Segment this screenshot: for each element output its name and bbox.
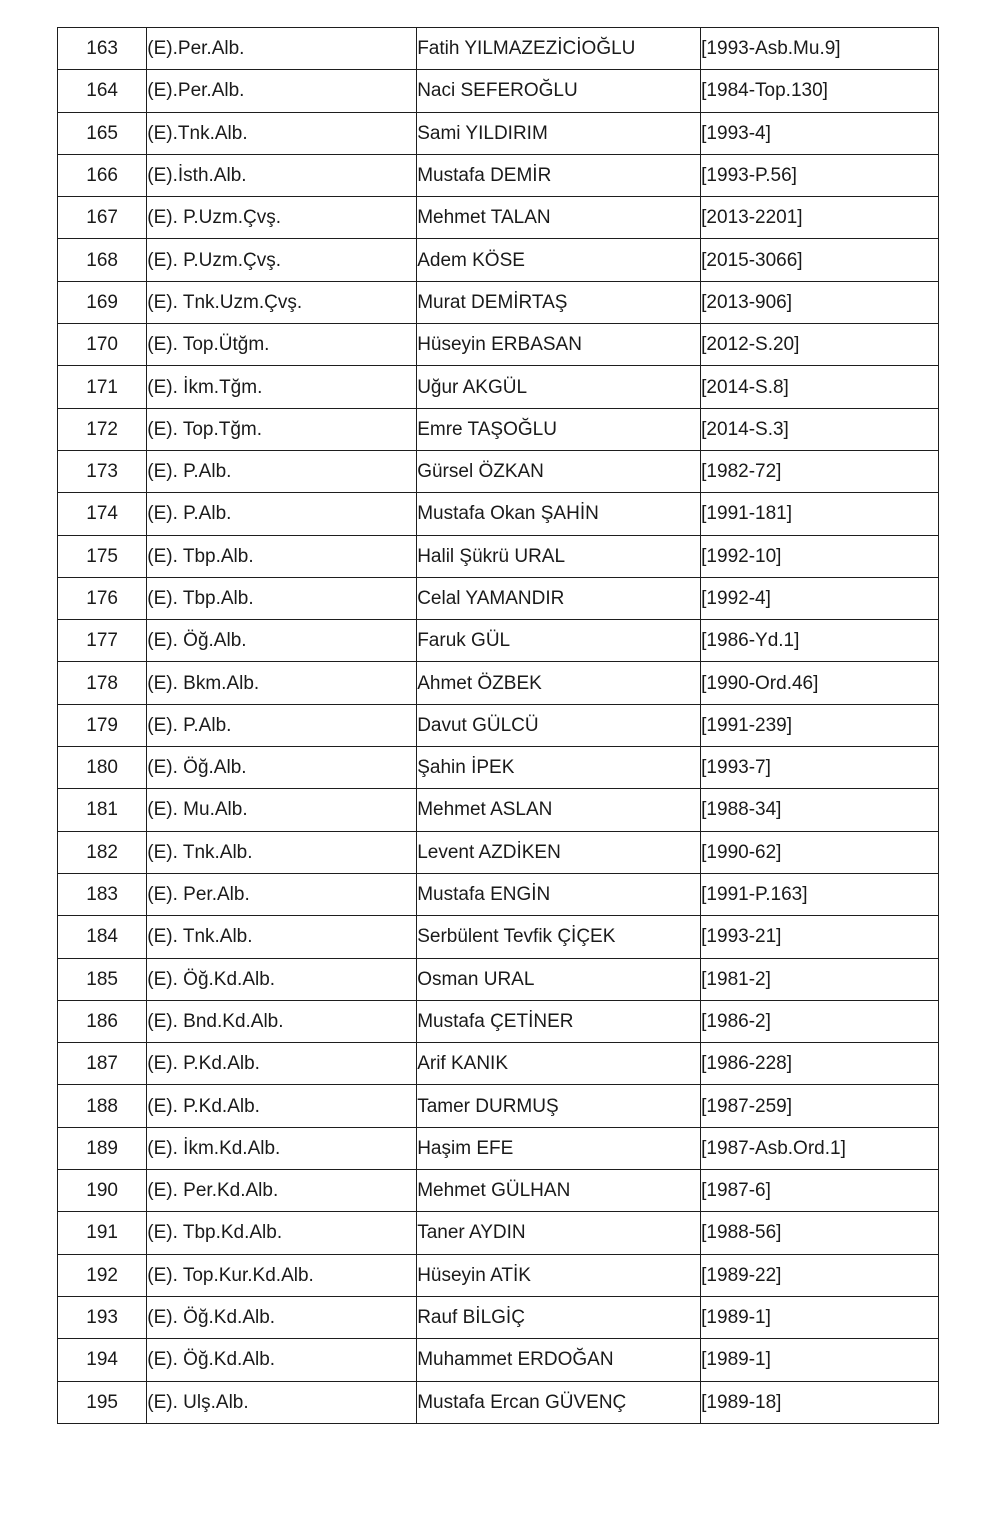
row-number-cell: 183	[58, 873, 147, 915]
registry-code-cell: [2015-3066]	[701, 239, 939, 281]
rank-cell: (E). İkm.Tğm.	[147, 366, 417, 408]
rank-cell: (E). Top.Tğm.	[147, 408, 417, 450]
table-row	[58, 239, 939, 281]
table-row	[58, 577, 939, 619]
table-row	[58, 324, 939, 366]
table-row	[58, 197, 939, 239]
registry-code-cell: [1988-34]	[701, 789, 939, 831]
name-cell: Naci SEFEROĞLU	[417, 70, 701, 112]
rank-cell: (E). Ulş.Alb.	[147, 1381, 417, 1423]
registry-code-cell: [1989-1]	[701, 1296, 939, 1338]
row-number-cell: 168	[58, 239, 147, 281]
row-number-cell: 186	[58, 1000, 147, 1042]
rank-cell: (E). Tnk.Alb.	[147, 916, 417, 958]
table-row	[58, 1085, 939, 1127]
table-row	[58, 620, 939, 662]
registry-code-cell: [1989-18]	[701, 1381, 939, 1423]
registry-code-cell: [1987-6]	[701, 1170, 939, 1212]
rank-cell: (E). P.Uzm.Çvş.	[147, 197, 417, 239]
document-page	[57, 27, 939, 1424]
rank-cell: (E).Tnk.Alb.	[147, 112, 417, 154]
table-row	[58, 958, 939, 1000]
row-number-cell: 169	[58, 281, 147, 323]
name-cell: Murat DEMİRTAŞ	[417, 281, 701, 323]
row-number-cell: 184	[58, 916, 147, 958]
rank-cell: (E). Öğ.Kd.Alb.	[147, 958, 417, 1000]
rank-cell: (E). İkm.Kd.Alb.	[147, 1127, 417, 1169]
row-number-cell: 179	[58, 704, 147, 746]
row-number-cell: 195	[58, 1381, 147, 1423]
registry-code-cell: [1993-21]	[701, 916, 939, 958]
name-cell: Serbülent Tevfik ÇİÇEK	[417, 916, 701, 958]
name-cell: Şahin İPEK	[417, 747, 701, 789]
table-row	[58, 450, 939, 492]
registry-code-cell: [1989-22]	[701, 1254, 939, 1296]
row-number-cell: 187	[58, 1043, 147, 1085]
table-row	[58, 493, 939, 535]
rank-cell: (E). Tbp.Kd.Alb.	[147, 1212, 417, 1254]
registry-code-cell: [1990-62]	[701, 831, 939, 873]
name-cell: Sami YILDIRIM	[417, 112, 701, 154]
table-row	[58, 789, 939, 831]
registry-code-cell: [1993-Asb.Mu.9]	[701, 28, 939, 70]
registry-code-cell: [1986-228]	[701, 1043, 939, 1085]
table-row	[58, 704, 939, 746]
row-number-cell: 164	[58, 70, 147, 112]
registry-code-cell: [1990-Ord.46]	[701, 662, 939, 704]
registry-code-cell: [1991-181]	[701, 493, 939, 535]
registry-code-cell: [2013-906]	[701, 281, 939, 323]
row-number-cell: 182	[58, 831, 147, 873]
row-number-cell: 185	[58, 958, 147, 1000]
table-row	[58, 747, 939, 789]
row-number-cell: 181	[58, 789, 147, 831]
table-row	[58, 662, 939, 704]
row-number-cell: 194	[58, 1339, 147, 1381]
row-number-cell: 176	[58, 577, 147, 619]
rank-cell: (E). Per.Kd.Alb.	[147, 1170, 417, 1212]
table-row	[58, 366, 939, 408]
registry-code-cell: [2013-2201]	[701, 197, 939, 239]
row-number-cell: 166	[58, 154, 147, 196]
registry-code-cell: [1982-72]	[701, 450, 939, 492]
row-number-cell: 190	[58, 1170, 147, 1212]
row-number-cell: 174	[58, 493, 147, 535]
row-number-cell: 177	[58, 620, 147, 662]
name-cell: Halil Şükrü URAL	[417, 535, 701, 577]
name-cell: Mustafa ENGİN	[417, 873, 701, 915]
rank-cell: (E).İsth.Alb.	[147, 154, 417, 196]
table-row	[58, 281, 939, 323]
registry-code-cell: [2012-S.20]	[701, 324, 939, 366]
name-cell: Mustafa Okan ŞAHİN	[417, 493, 701, 535]
table-row	[58, 1212, 939, 1254]
name-cell: Mehmet ASLAN	[417, 789, 701, 831]
row-number-cell: 188	[58, 1085, 147, 1127]
name-cell: Fatih YILMAZEZİCİOĞLU	[417, 28, 701, 70]
name-cell: Uğur AKGÜL	[417, 366, 701, 408]
row-number-cell: 171	[58, 366, 147, 408]
registry-code-cell: [1986-2]	[701, 1000, 939, 1042]
registry-code-cell: [1993-P.56]	[701, 154, 939, 196]
row-number-cell: 175	[58, 535, 147, 577]
table-row	[58, 70, 939, 112]
rank-cell: (E). Tbp.Alb.	[147, 577, 417, 619]
name-cell: Levent AZDİKEN	[417, 831, 701, 873]
registry-code-cell: [1986-Yd.1]	[701, 620, 939, 662]
name-cell: Mustafa ÇETİNER	[417, 1000, 701, 1042]
row-number-cell: 191	[58, 1212, 147, 1254]
table-row	[58, 1381, 939, 1423]
table-row	[58, 28, 939, 70]
rank-cell: (E). P.Kd.Alb.	[147, 1043, 417, 1085]
rank-cell: (E). Öğ.Kd.Alb.	[147, 1339, 417, 1381]
name-cell: Mehmet TALAN	[417, 197, 701, 239]
registry-code-cell: [1993-4]	[701, 112, 939, 154]
registry-code-cell: [1993-7]	[701, 747, 939, 789]
row-number-cell: 163	[58, 28, 147, 70]
row-number-cell: 178	[58, 662, 147, 704]
registry-code-cell: [1991-P.163]	[701, 873, 939, 915]
rank-cell: (E). Tnk.Alb.	[147, 831, 417, 873]
rank-cell: (E). P.Alb.	[147, 493, 417, 535]
table-row	[58, 1339, 939, 1381]
registry-code-cell: [1987-259]	[701, 1085, 939, 1127]
registry-code-cell: [2014-S.8]	[701, 366, 939, 408]
row-number-cell: 189	[58, 1127, 147, 1169]
row-number-cell: 172	[58, 408, 147, 450]
name-cell: Mehmet GÜLHAN	[417, 1170, 701, 1212]
row-number-cell: 173	[58, 450, 147, 492]
rank-cell: (E). P.Kd.Alb.	[147, 1085, 417, 1127]
name-cell: Osman URAL	[417, 958, 701, 1000]
table-row	[58, 154, 939, 196]
rank-cell: (E). Top.Kur.Kd.Alb.	[147, 1254, 417, 1296]
rank-cell: (E). Öğ.Alb.	[147, 747, 417, 789]
row-number-cell: 193	[58, 1296, 147, 1338]
table-row	[58, 408, 939, 450]
rank-cell: (E). Top.Ütğm.	[147, 324, 417, 366]
name-cell: Adem KÖSE	[417, 239, 701, 281]
name-cell: Haşim EFE	[417, 1127, 701, 1169]
rank-cell: (E). Tbp.Alb.	[147, 535, 417, 577]
table-row	[58, 112, 939, 154]
table-row	[58, 873, 939, 915]
registry-code-cell: [1984-Top.130]	[701, 70, 939, 112]
registry-code-cell: [1989-1]	[701, 1339, 939, 1381]
name-cell: Mustafa Ercan GÜVENÇ	[417, 1381, 701, 1423]
name-cell: Mustafa DEMİR	[417, 154, 701, 196]
name-cell: Gürsel ÖZKAN	[417, 450, 701, 492]
name-cell: Ahmet ÖZBEK	[417, 662, 701, 704]
name-cell: Emre TAŞOĞLU	[417, 408, 701, 450]
row-number-cell: 167	[58, 197, 147, 239]
registry-code-cell: [1991-239]	[701, 704, 939, 746]
rank-cell: (E).Per.Alb.	[147, 28, 417, 70]
registry-code-cell: [2014-S.3]	[701, 408, 939, 450]
table-row	[58, 1127, 939, 1169]
table-row	[58, 831, 939, 873]
name-cell: Rauf BİLGİÇ	[417, 1296, 701, 1338]
rank-cell: (E). P.Uzm.Çvş.	[147, 239, 417, 281]
personnel-table-body	[58, 28, 939, 1424]
name-cell: Muhammet ERDOĞAN	[417, 1339, 701, 1381]
row-number-cell: 170	[58, 324, 147, 366]
name-cell: Taner AYDIN	[417, 1212, 701, 1254]
rank-cell: (E).Per.Alb.	[147, 70, 417, 112]
name-cell: Hüseyin ATİK	[417, 1254, 701, 1296]
personnel-table	[57, 27, 939, 1424]
table-row	[58, 1000, 939, 1042]
rank-cell: (E). Mu.Alb.	[147, 789, 417, 831]
rank-cell: (E). Öğ.Kd.Alb.	[147, 1296, 417, 1338]
row-number-cell: 180	[58, 747, 147, 789]
rank-cell: (E). Tnk.Uzm.Çvş.	[147, 281, 417, 323]
registry-code-cell: [1992-10]	[701, 535, 939, 577]
name-cell: Arif KANIK	[417, 1043, 701, 1085]
name-cell: Davut GÜLCÜ	[417, 704, 701, 746]
name-cell: Tamer DURMUŞ	[417, 1085, 701, 1127]
registry-code-cell: [1981-2]	[701, 958, 939, 1000]
table-row	[58, 1043, 939, 1085]
rank-cell: (E). P.Alb.	[147, 704, 417, 746]
rank-cell: (E). Per.Alb.	[147, 873, 417, 915]
table-row	[58, 1296, 939, 1338]
rank-cell: (E). Öğ.Alb.	[147, 620, 417, 662]
table-row	[58, 916, 939, 958]
rank-cell: (E). Bnd.Kd.Alb.	[147, 1000, 417, 1042]
registry-code-cell: [1992-4]	[701, 577, 939, 619]
table-row	[58, 1254, 939, 1296]
rank-cell: (E). Bkm.Alb.	[147, 662, 417, 704]
name-cell: Faruk GÜL	[417, 620, 701, 662]
name-cell: Celal YAMANDIR	[417, 577, 701, 619]
table-row	[58, 535, 939, 577]
registry-code-cell: [1987-Asb.Ord.1]	[701, 1127, 939, 1169]
rank-cell: (E). P.Alb.	[147, 450, 417, 492]
row-number-cell: 165	[58, 112, 147, 154]
name-cell: Hüseyin ERBASAN	[417, 324, 701, 366]
registry-code-cell: [1988-56]	[701, 1212, 939, 1254]
table-row	[58, 1170, 939, 1212]
row-number-cell: 192	[58, 1254, 147, 1296]
